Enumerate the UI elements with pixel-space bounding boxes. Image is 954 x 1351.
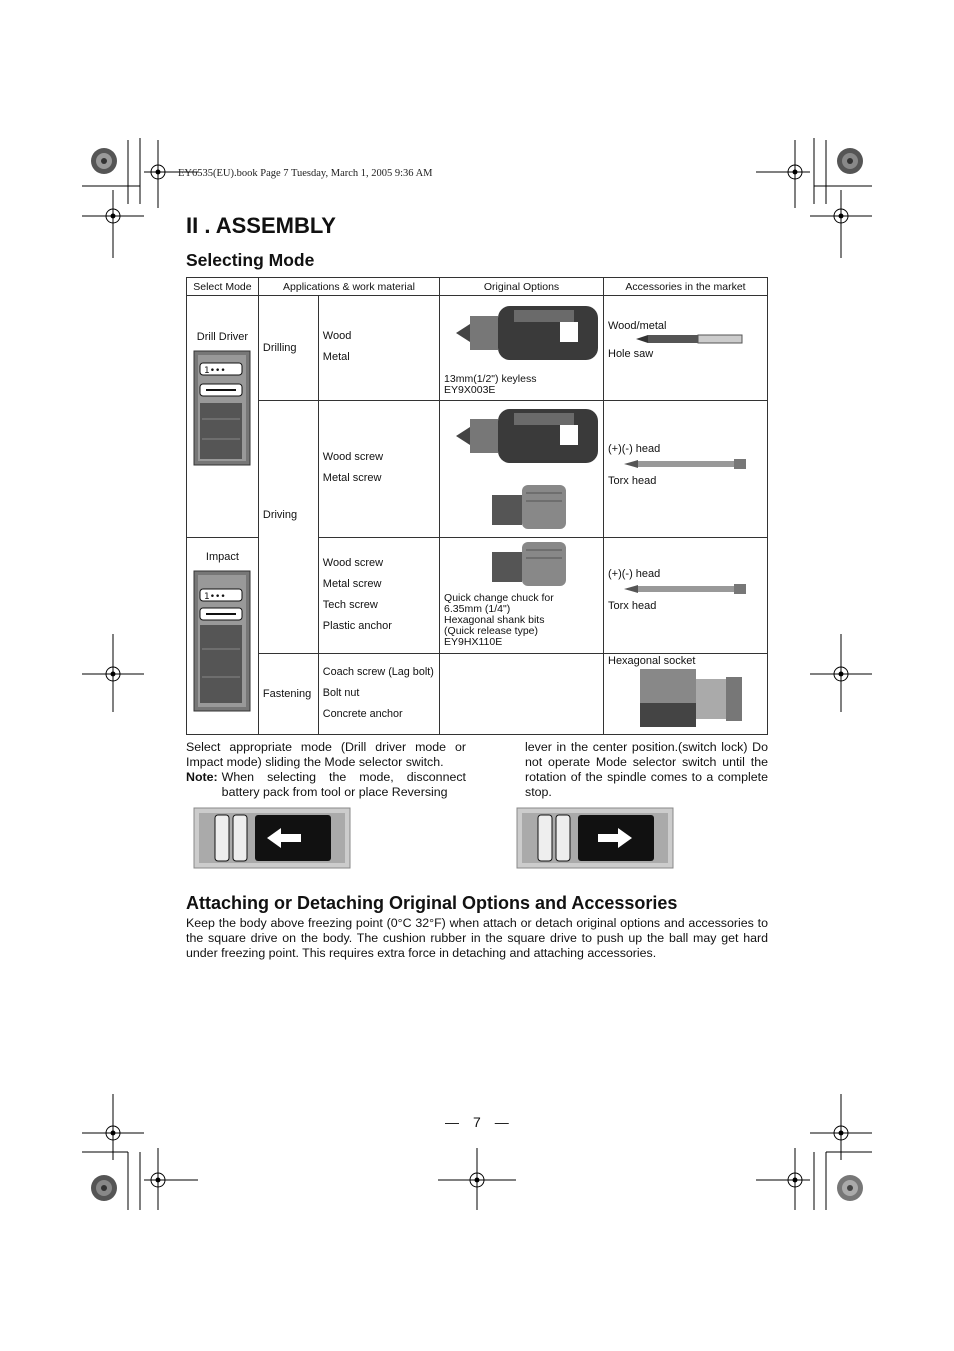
svg-text:1•••: 1••• <box>204 592 227 602</box>
option-caption-2: EY9X003E <box>444 384 496 396</box>
option-caption-1: Quick change chuck for <box>444 592 554 604</box>
option-caption-4: (Quick release type) <box>444 625 538 637</box>
option-caption-3: Hexagonal shank bits <box>444 614 545 626</box>
accessory-hexagonal-socket: Hexagonal socket <box>608 655 696 667</box>
instruction-col2 <box>525 740 768 800</box>
mode-cell-drill-driver <box>187 296 259 538</box>
app-driving: Driving <box>258 401 318 654</box>
option-driving-impact <box>440 538 604 654</box>
material-wood: Wood <box>322 330 352 342</box>
option-caption-2: 6.35mm (1/4") <box>444 603 511 615</box>
accessory-driving-impact <box>604 538 768 654</box>
drill-bit-image <box>608 332 758 346</box>
material-tech-screw: Tech screw <box>322 598 378 611</box>
quick-change-chuck-image <box>444 538 599 588</box>
material-coach-screw: Coach screw (Lag bolt) <box>322 665 434 678</box>
option-caption-5: EY9HX110E <box>444 636 503 648</box>
table-row <box>187 654 768 735</box>
mode-switch-impact-image <box>192 569 252 713</box>
table-row <box>187 296 768 401</box>
option-driving-drill <box>440 401 604 538</box>
print-header: EY6535(EU).book Page 7 Tuesday, March 1, 2005 9:36 AM <box>178 168 433 179</box>
accessory-fastening <box>604 654 768 735</box>
note <box>186 770 466 800</box>
table-row <box>187 401 768 538</box>
page-number: 7 <box>473 1114 481 1130</box>
svg-text:1•••: 1••• <box>204 366 227 376</box>
keyless-chuck-image <box>444 296 599 370</box>
mode-table <box>186 277 768 735</box>
accessory-plus-minus-head: (+)(-) head <box>608 568 661 580</box>
accessory-torx-head: Torx head <box>608 600 657 612</box>
page-dash-right: — <box>494 1114 509 1130</box>
screwdriver-bit-image <box>608 457 758 471</box>
page-dash-left: — <box>445 1114 459 1130</box>
attaching-paragraph: Keep the body above freezing point (0°C 32°F) when attach or detach original options and accessories to the square drive on the body. The cushion rubber in the square drive to push up the ball may get hard under freezing point. This requires extra force in detaching and attaching accessories. <box>186 916 768 960</box>
table-header-row <box>187 278 768 296</box>
section-title: II . ASSEMBLY <box>186 213 336 238</box>
hexagonal-socket-image <box>608 667 763 731</box>
app-drilling: Drilling <box>258 296 318 401</box>
mode-label-drill-driver: Drill Driver <box>196 331 249 343</box>
accessory-plus-minus-head: (+)(-) head <box>608 443 661 455</box>
attaching-title: Attaching or Detaching Original Options and Accessories <box>186 893 678 913</box>
header-original-options: Original Options <box>440 278 604 296</box>
material-metal-screw: Metal screw <box>322 472 382 484</box>
mode-label-impact: Impact <box>205 551 239 563</box>
chuck-and-adapter-image <box>444 401 599 531</box>
accessory-drilling <box>604 296 768 401</box>
instruction-col1 <box>186 740 466 800</box>
instruction-text: Select appropriate mode (Drill driver mode or Impact mode) sliding the Mode selector switch. <box>186 740 466 769</box>
header-select-mode: Select Mode <box>187 278 259 296</box>
header-accessories: Accessories in the market <box>604 278 768 296</box>
app-fastening: Fastening <box>258 654 318 735</box>
option-fastening-empty <box>440 654 604 735</box>
note-label: Note: <box>186 770 218 784</box>
material-concrete-anchor: Concrete anchor <box>322 707 403 720</box>
mode-cell-impact <box>187 538 259 735</box>
material-plastic-anchor: Plastic anchor <box>322 619 392 632</box>
materials-driving-drill <box>318 401 439 538</box>
material-metal-screw: Metal screw <box>322 577 382 590</box>
selecting-mode-title: Selecting Mode <box>186 250 315 270</box>
materials-fastening <box>318 654 439 735</box>
accessory-driving-drill <box>604 401 768 538</box>
reversing-lever-right-image <box>516 807 674 869</box>
screwdriver-bit-image <box>608 582 758 596</box>
reversing-lever-left-image <box>193 807 351 869</box>
accessory-hole-saw: Hole saw <box>608 348 654 360</box>
page-footer <box>445 1114 509 1130</box>
option-drilling <box>440 296 604 401</box>
instruction-text-2: lever in the center position.(switch lock) Do not operate Mode selector switch until the rotation of the spindle comes to a complete stop. <box>525 740 768 799</box>
material-bolt-nut: Bolt nut <box>322 686 360 699</box>
material-wood-screw: Wood screw <box>322 451 384 463</box>
accessory-torx-head: Torx head <box>608 475 657 487</box>
note-text: When selecting the mode, disconnect battery pack from tool or place Reversing <box>221 770 466 799</box>
materials-drilling <box>318 296 439 401</box>
material-wood-screw: Wood screw <box>322 556 384 569</box>
option-caption-1: 13mm(1/2") keyless <box>444 373 537 385</box>
material-metal: Metal <box>322 351 350 363</box>
mode-switch-drill-image <box>192 349 252 469</box>
materials-driving-impact <box>318 538 439 654</box>
accessory-wood-metal: Wood/metal <box>608 320 667 332</box>
header-applications: Applications & work material <box>258 278 439 296</box>
